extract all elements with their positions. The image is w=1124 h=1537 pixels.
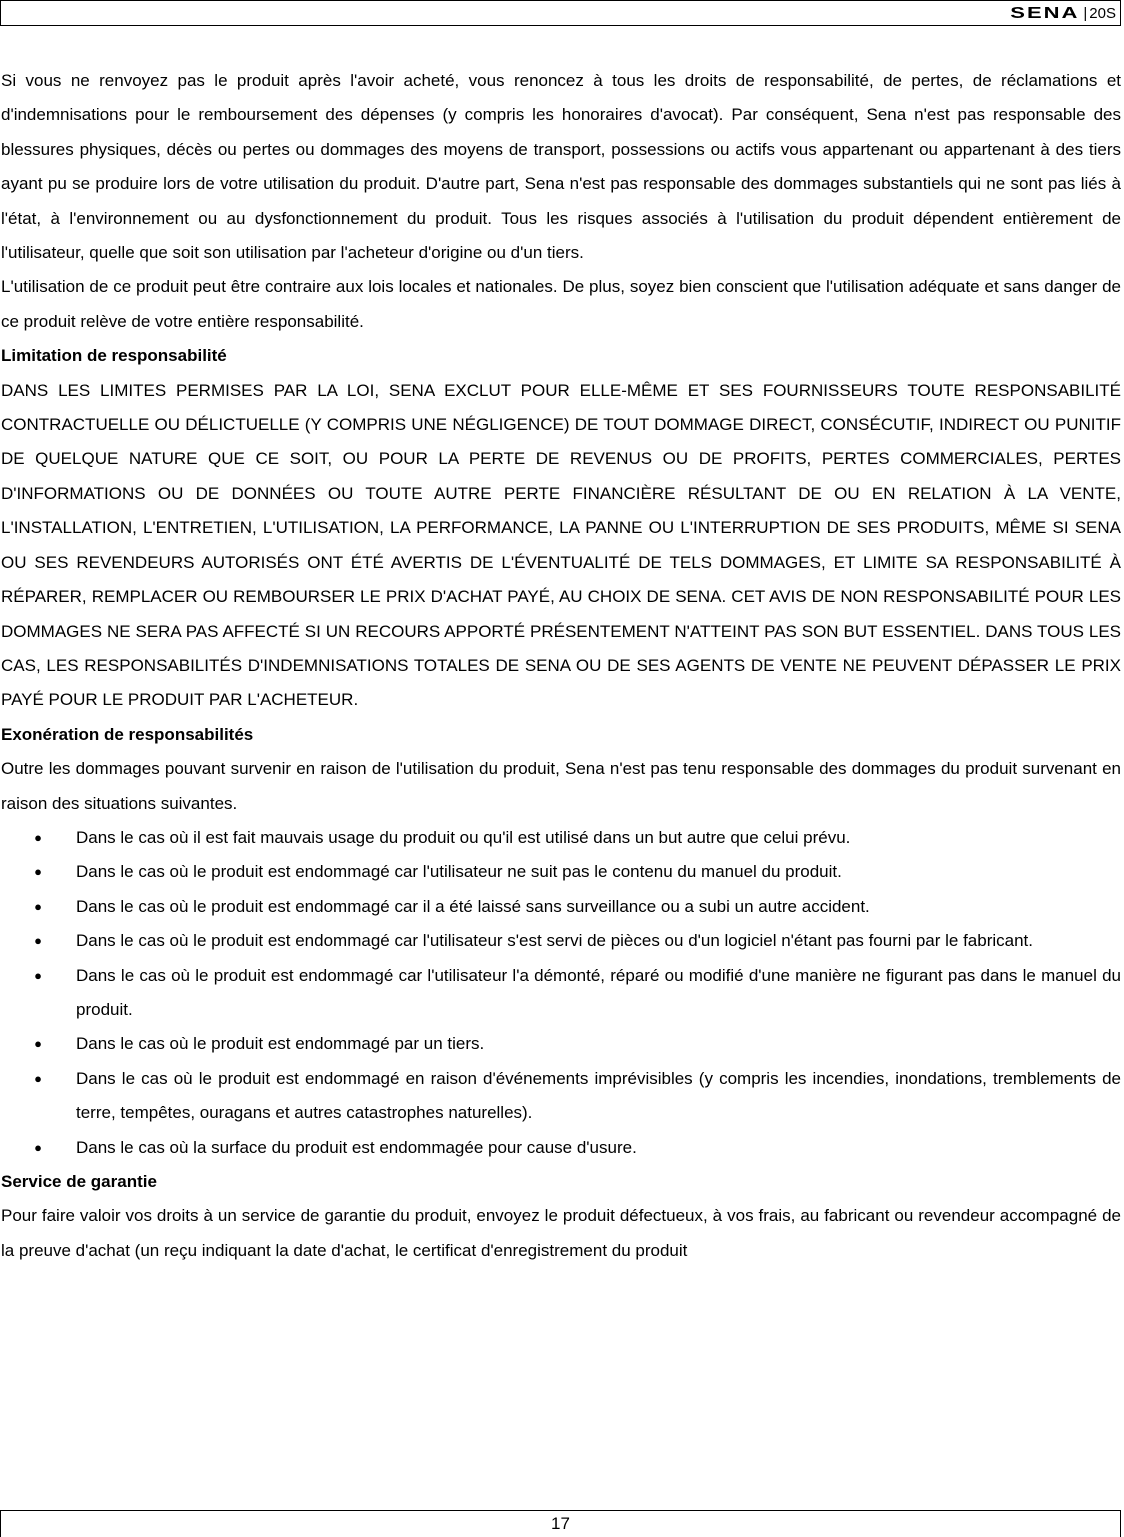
heading-exoneration: Exonération de responsabilités [1, 724, 254, 744]
bullet-icon: ● [34, 898, 42, 914]
paragraph-exoneration-intro: Outre les dommages pouvant survenir en raison de l'utilisation du produit, Sena n'est pas tenu responsable des dommages du produit survenant en raison des situations suivantes. [1, 759, 1121, 813]
list-item [1, 1131, 1121, 1165]
list-item [1, 959, 1121, 1028]
exclusions-list [1, 821, 1121, 1165]
bullet-icon: ● [34, 864, 42, 880]
model-name: 20S [1089, 4, 1116, 22]
list-item [1, 1027, 1121, 1061]
list-item-text: Dans le cas où le produit est endommagé car l'utilisateur s'est servi de pièces ou d'un logiciel n'étant pas fourni par le fabricant. [76, 931, 1034, 951]
bullet-icon: ● [34, 1070, 42, 1086]
list-item-text: Dans le cas où le produit est endommagé car l'utilisateur ne suit pas le contenu du manuel du produit. [76, 862, 842, 882]
heading-warranty: Service de garantie [1, 1172, 157, 1191]
list-item [1, 1062, 1121, 1131]
bullet-icon: ● [34, 829, 42, 845]
page-header [0, 0, 1121, 26]
list-item-text: Dans le cas où il est fait mauvais usage du produit ou qu'il est utilisé dans un but autre que celui prévu. [76, 827, 851, 847]
paragraph-warranty: Pour faire valoir vos droits à un service de garantie du produit, envoyez le produit défectueux, à vos frais, au fabricant ou revendeur accompagné de la preuve d'achat (un reçu indiquant la date d'achat, le certificat d'enregistrement du produit [1, 1206, 1121, 1260]
bullet-icon: ● [34, 1036, 42, 1052]
brand-block [1010, 2, 1116, 24]
document-body [1, 64, 1121, 1268]
bullet-icon: ● [34, 933, 42, 949]
page-footer [0, 1510, 1121, 1537]
heading-limitation: Limitation de responsabilité [1, 346, 227, 366]
paragraph-limitation: DANS LES LIMITES PERMISES PAR LA LOI, SENA EXCLUT POUR ELLE-MÊME ET SES FOURNISSEURS TOUTE RESPONSABILITÉ CONTRACTUELLE OU DÉLICTUELLE (Y COMPRIS UNE NÉGLIGENCE) DE TOUT DOMMAGE DIRECT, CONSÉCUTIF, INDIRECT OU PUNITIF DE QUELQUE NATURE QUE CE SOIT, OU POUR LA PERTE DE REVENUS OU DE PROFITS, PERTES COMMERCIALES, PERTES D'INFORMATIONS OU DE DONNÉES OU TOUTE AUTRE PERTE FINANCIÈRE RÉSULTANT DE OU EN RELATION À LA VENTE, L'INSTALLATION, L'ENTRETIEN, L'UTILISATION, LA PERFORMANCE, LA PANNE OU L'INTERRUPTION DE SES PRODUITS, MÊME SI SENA OU SES REVENDEURS AUTORISÉS ONT ÉTÉ AVERTIS DE L'ÉVENTUALITÉ DE TELS DOMMAGES, ET LIMITE SA RESPONSABILITÉ À RÉPARER, REMPLACER OU REMBOURSER LE PRIX D'ACHAT PAYÉ, AU CHOIX DE SENA. CET AVIS DE NON RESPONSABILITÉ POUR LES DOMMAGES NE SERA PAS AFFECTÉ SI UN RECOURS APPORTÉ PRÉSENTEMENT N'ATTEINT PAS SON BUT ESSENTIEL. DANS TOUS LES CAS, LES RESPONSABILITÉS D'INDEMNISATIONS TOTALES DE SENA OU DE SES AGENTS DE VENTE NE PEUVENT DÉPASSER LE PRIX PAYÉ POUR LE PRODUIT PAR L'ACHETEUR. [1, 380, 1121, 710]
list-item-text: Dans le cas où le produit est endommagé par un tiers. [76, 1034, 485, 1054]
list-item-text: Dans le cas où le produit est endommagé en raison d'événements imprévisibles (y compris les incendies, inondations, tremblements de terre, tempêtes, ouragans et autres catastrophes naturelles). [76, 1068, 1121, 1123]
bullet-icon: ● [34, 967, 42, 983]
header-separator: | [1083, 4, 1088, 22]
list-item-text: Dans le cas où le produit est endommagé car il a été laissé sans surveillance ou a subi un autre accident. [76, 896, 870, 916]
list-item [1, 890, 1121, 924]
bullet-icon: ● [34, 1139, 42, 1155]
paragraph-usage-legality: L'utilisation de ce produit peut être contraire aux lois locales et nationales. De plus, soyez bien conscient que l'utilisation adéquate et sans danger de ce produit relève de votre entière responsabilité. [1, 277, 1121, 331]
sena-logo: SENA [1010, 3, 1080, 22]
paragraph-return-policy: Si vous ne renvoyez pas le produit après l'avoir acheté, vous renoncez à tous les droits de responsabilité, de pertes, de réclamations et d'indemnisations pour le remboursement des dépenses (y compris les honoraires d'avocat). Par conséquent, Sena n'est pas responsable des blessures physiques, décès ou pertes ou dommages des moyens de transport, possessions ou actifs vous appartenant ou appartenant à des tiers ayant pu se produire lors de votre utilisation du produit. D'autre part, Sena n'est pas responsable des dommages substantiels qui ne sont pas liés à l'état, à l'environnement ou au dysfonctionnement du produit. Tous les risques associés à l'utilisation du produit dépendent entièrement de l'utilisateur, quelle que soit son utilisation par l'acheteur d'origine ou d'un tiers. [1, 71, 1121, 263]
page-number: 17 [551, 1514, 570, 1533]
list-item [1, 924, 1121, 958]
list-item [1, 821, 1121, 855]
list-item-text: Dans le cas où la surface du produit est endommagée pour cause d'usure. [76, 1137, 637, 1157]
list-item-text: Dans le cas où le produit est endommagé car l'utilisateur l'a démonté, réparé ou modifié d'une manière ne figurant pas dans le manuel du produit. [76, 965, 1121, 1019]
list-item [1, 855, 1121, 889]
